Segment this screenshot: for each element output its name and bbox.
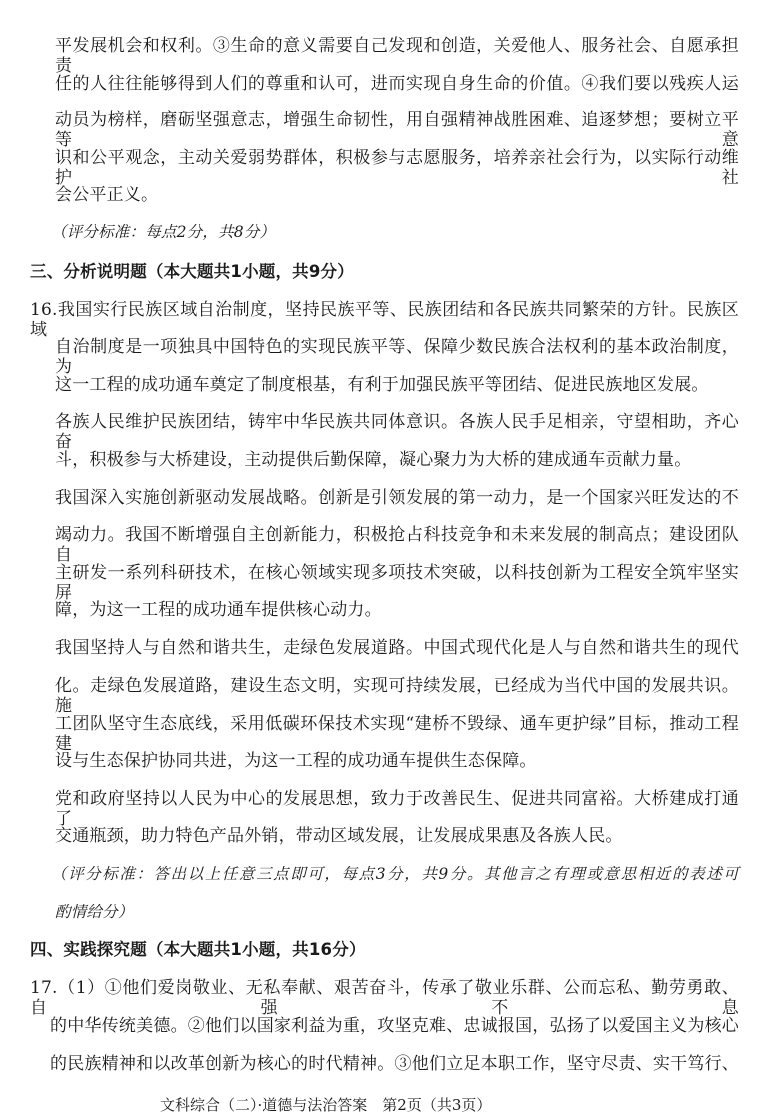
scoring-note: 酌情给分） <box>55 903 134 921</box>
text-line: 识和公平观念，主动关爱弱势群体，积极参与志愿服务，培养亲社会行为，以实际行动维护社 <box>55 148 739 188</box>
text-line: 主研发一系列科研技术，在核心领域实现多项技术突破，以科技创新为工程安全筑牢坚实屏 <box>55 563 739 603</box>
scoring-note: （评分标准：答出以上任意三点即可，每点3分，共9分。其他言之有理或意思相近的表述可 <box>51 865 739 883</box>
text-line: 工团队坚守生态底线，采用低碳环保技术实现“建桥不毁绿、通车更护绿”目标，推动工程建 <box>55 714 739 754</box>
text-line: 自治制度是一项独具中国特色的实现民族平等、保障少数民族合法权利的基本政治制度，为 <box>55 337 739 377</box>
section-heading: 四、实践探究题（本大题共1小题，共16分） <box>30 940 366 959</box>
text-line: 平发展机会和权利。③生命的意义需要自己发现和创造，关爱他人、服务社会、自愿承担责 <box>55 36 739 76</box>
text-line: 动员为榜样，磨砺坚强意志，增强生命韧性，用自强精神战胜困难、追逐梦想；要树立平等意 <box>55 110 739 150</box>
text-line: 这一工程的成功通车奠定了制度根基，有利于加强民族平等团结、促进民族地区发展。 <box>55 375 709 395</box>
text-line: 我国坚持人与自然和谐共生，走绿色发展道路。中国式现代化是人与自然和谐共生的现代 <box>55 638 739 658</box>
text-line: 设与生态保护协同共进，为这一工程的成功通车提供生态保障。 <box>55 751 537 771</box>
text-line: 障，为这一工程的成功通车提供核心动力。 <box>55 600 382 620</box>
text-line: 化。走绿色发展道路，建设生态文明，实现可持续发展，已经成为当代中国的发展共识。施 <box>55 676 739 716</box>
text-line: 各族人民维护民族团结，铸牢中华民族共同体意识。各族人民手足相亲，守望相助，齐心奋 <box>55 412 739 452</box>
question-17-line: 17.（1）①他们爱岗敬业、无私奉献、艰苦奋斗，传承了敬业乐群、公而忘私、勤劳勇敢、自强不息 <box>30 978 739 1018</box>
text-line: 的中华传统美德。②他们以国家利益为重，攻坚克难、忠诚报国，弘扬了以爱国主义为核心 <box>50 1016 739 1036</box>
text-line: 竭动力。我国不断增强自主创新能力，积极抢占科技竞争和未来发展的制高点；建设团队自 <box>55 525 739 565</box>
question-16-line: 16.我国实行民族区域自治制度，坚持民族平等、民族团结和各民族共同繁荣的方针。民族区域 <box>30 300 739 340</box>
text-line: 斗，积极参与大桥建设，主动提供后勤保障，凝心聚力为大桥的建成通车贡献力量。 <box>55 450 692 470</box>
text-line: 的民族精神和以改革创新为核心的时代精神。③他们立足本职工作，坚守尽责、实干笃行、 <box>50 1054 739 1074</box>
section-heading: 三、分析说明题（本大题共1小题，共9分） <box>30 262 354 281</box>
text-line: 党和政府坚持以人民为中心的发展思想，致力于改善民生、促进共同富裕。大桥建成打通了 <box>55 789 739 829</box>
text-line: 任的人往往能够得到人们的尊重和认可，进而实现自身生命的价值。④我们要以残疾人运 <box>55 74 739 94</box>
text-line: 交通瓶颈，助力特色产品外销，带动区域发展，让发展成果惠及各族人民。 <box>55 826 623 846</box>
scoring-note: （评分标准：每点2分，共8分） <box>51 223 276 241</box>
page-footer: 文科综合（二）·道德与法治答案 第2页（共3页） <box>160 1096 492 1114</box>
text-line: 我国深入实施创新驱动发展战略。创新是引领发展的第一动力，是一个国家兴旺发达的不 <box>55 488 739 508</box>
text-line: 会公平正义。 <box>55 185 159 205</box>
